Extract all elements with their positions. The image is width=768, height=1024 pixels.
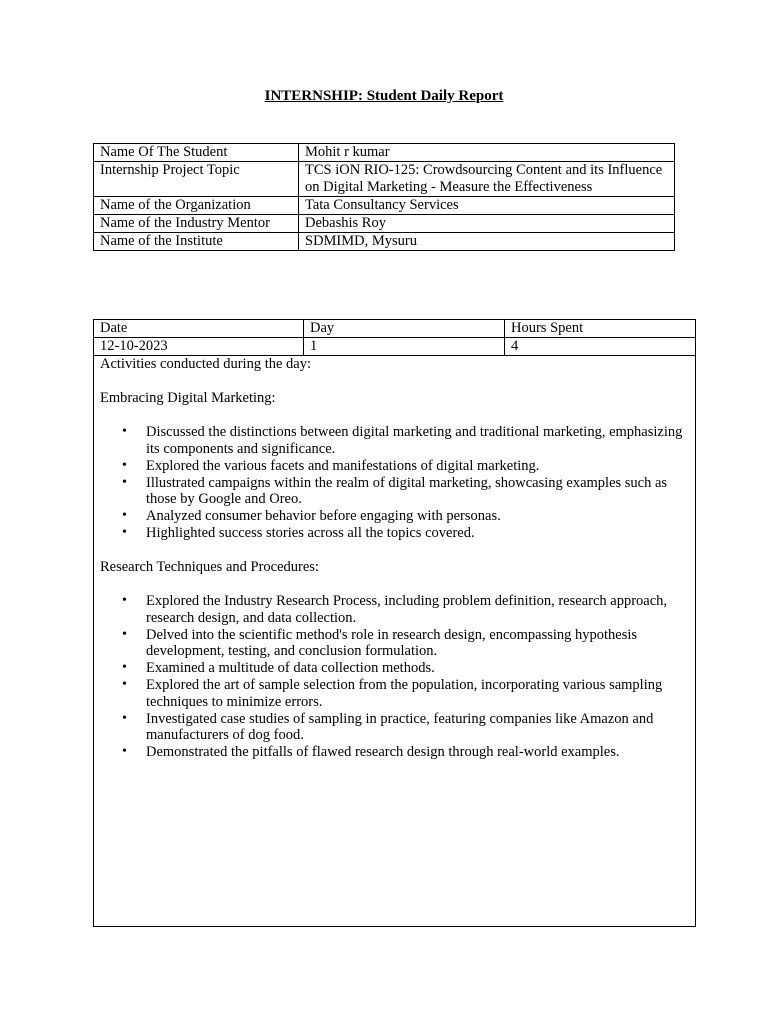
list-item: • Investigated case studies of sampling in practice, featuring companies like Amazon and manufacturers of dog food.: [146, 711, 689, 744]
hours-header: Hours Spent: [505, 320, 696, 338]
report-data-row: [94, 338, 696, 356]
hours-value: 4: [505, 338, 696, 356]
list-item: • Explored the various facets and manifestations of digital marketing.: [146, 458, 689, 475]
report-header-row: [94, 320, 696, 338]
list-item: • Demonstrated the pitfalls of flawed research design through real-world examples.: [146, 744, 689, 761]
date-header: Date: [94, 320, 304, 338]
bullet-list: [100, 593, 689, 761]
info-row: [94, 162, 675, 197]
daily-report-table: [93, 319, 696, 927]
info-value: TCS iON RIO-125: Crowdsourcing Content and its Influence on Digital Marketing - Measure the Effectiveness: [299, 162, 675, 197]
list-item: • Explored the art of sample selection from the population, incorporating various sampling techniques to minimize errors.: [146, 677, 689, 710]
day-header: Day: [304, 320, 505, 338]
date-value: 12-10-2023: [94, 338, 304, 356]
info-row: [94, 197, 675, 215]
info-value: Tata Consultancy Services: [299, 197, 675, 215]
activities-heading: Activities conducted during the day:: [100, 356, 312, 372]
section-heading: Embracing Digital Marketing:: [100, 390, 276, 406]
info-row: [94, 233, 675, 251]
info-label: Name Of The Student: [94, 144, 299, 162]
student-info-table: [93, 143, 675, 251]
bullet-list: [100, 424, 689, 542]
report-title: INTERNSHIP: Student Daily Report: [264, 88, 504, 104]
info-label: Name of the Organization: [94, 197, 299, 215]
activities-row: [94, 356, 696, 927]
list-item: • Analyzed consumer behavior before engaging with personas.: [146, 508, 689, 525]
info-row: [94, 215, 675, 233]
day-value: 1: [304, 338, 505, 356]
info-value: Mohit r kumar: [299, 144, 675, 162]
list-item: • Highlighted success stories across all the topics covered.: [146, 525, 689, 542]
info-label: Internship Project Topic: [94, 162, 299, 197]
list-item: • Explored the Industry Research Process, including problem definition, research approach, research design, and data collection.: [146, 593, 689, 626]
info-value: Debashis Roy: [299, 215, 675, 233]
section-heading: Research Techniques and Procedures:: [100, 559, 319, 575]
activities-cell: [94, 356, 696, 927]
info-label: Name of the Institute: [94, 233, 299, 251]
info-row: [94, 144, 675, 162]
list-item: • Examined a multitude of data collection methods.: [146, 660, 689, 677]
info-value: SDMIMD, Mysuru: [299, 233, 675, 251]
info-label: Name of the Industry Mentor: [94, 215, 299, 233]
list-item: • Illustrated campaigns within the realm of digital marketing, showcasing examples such as those by Google and Oreo.: [146, 475, 689, 508]
list-item: • Delved into the scientific method's role in research design, encompassing hypothesis development, testing, and conclusion formulation.: [146, 627, 689, 660]
list-item: • Discussed the distinctions between digital marketing and traditional marketing, emphasizing its components and significance.: [146, 424, 689, 457]
